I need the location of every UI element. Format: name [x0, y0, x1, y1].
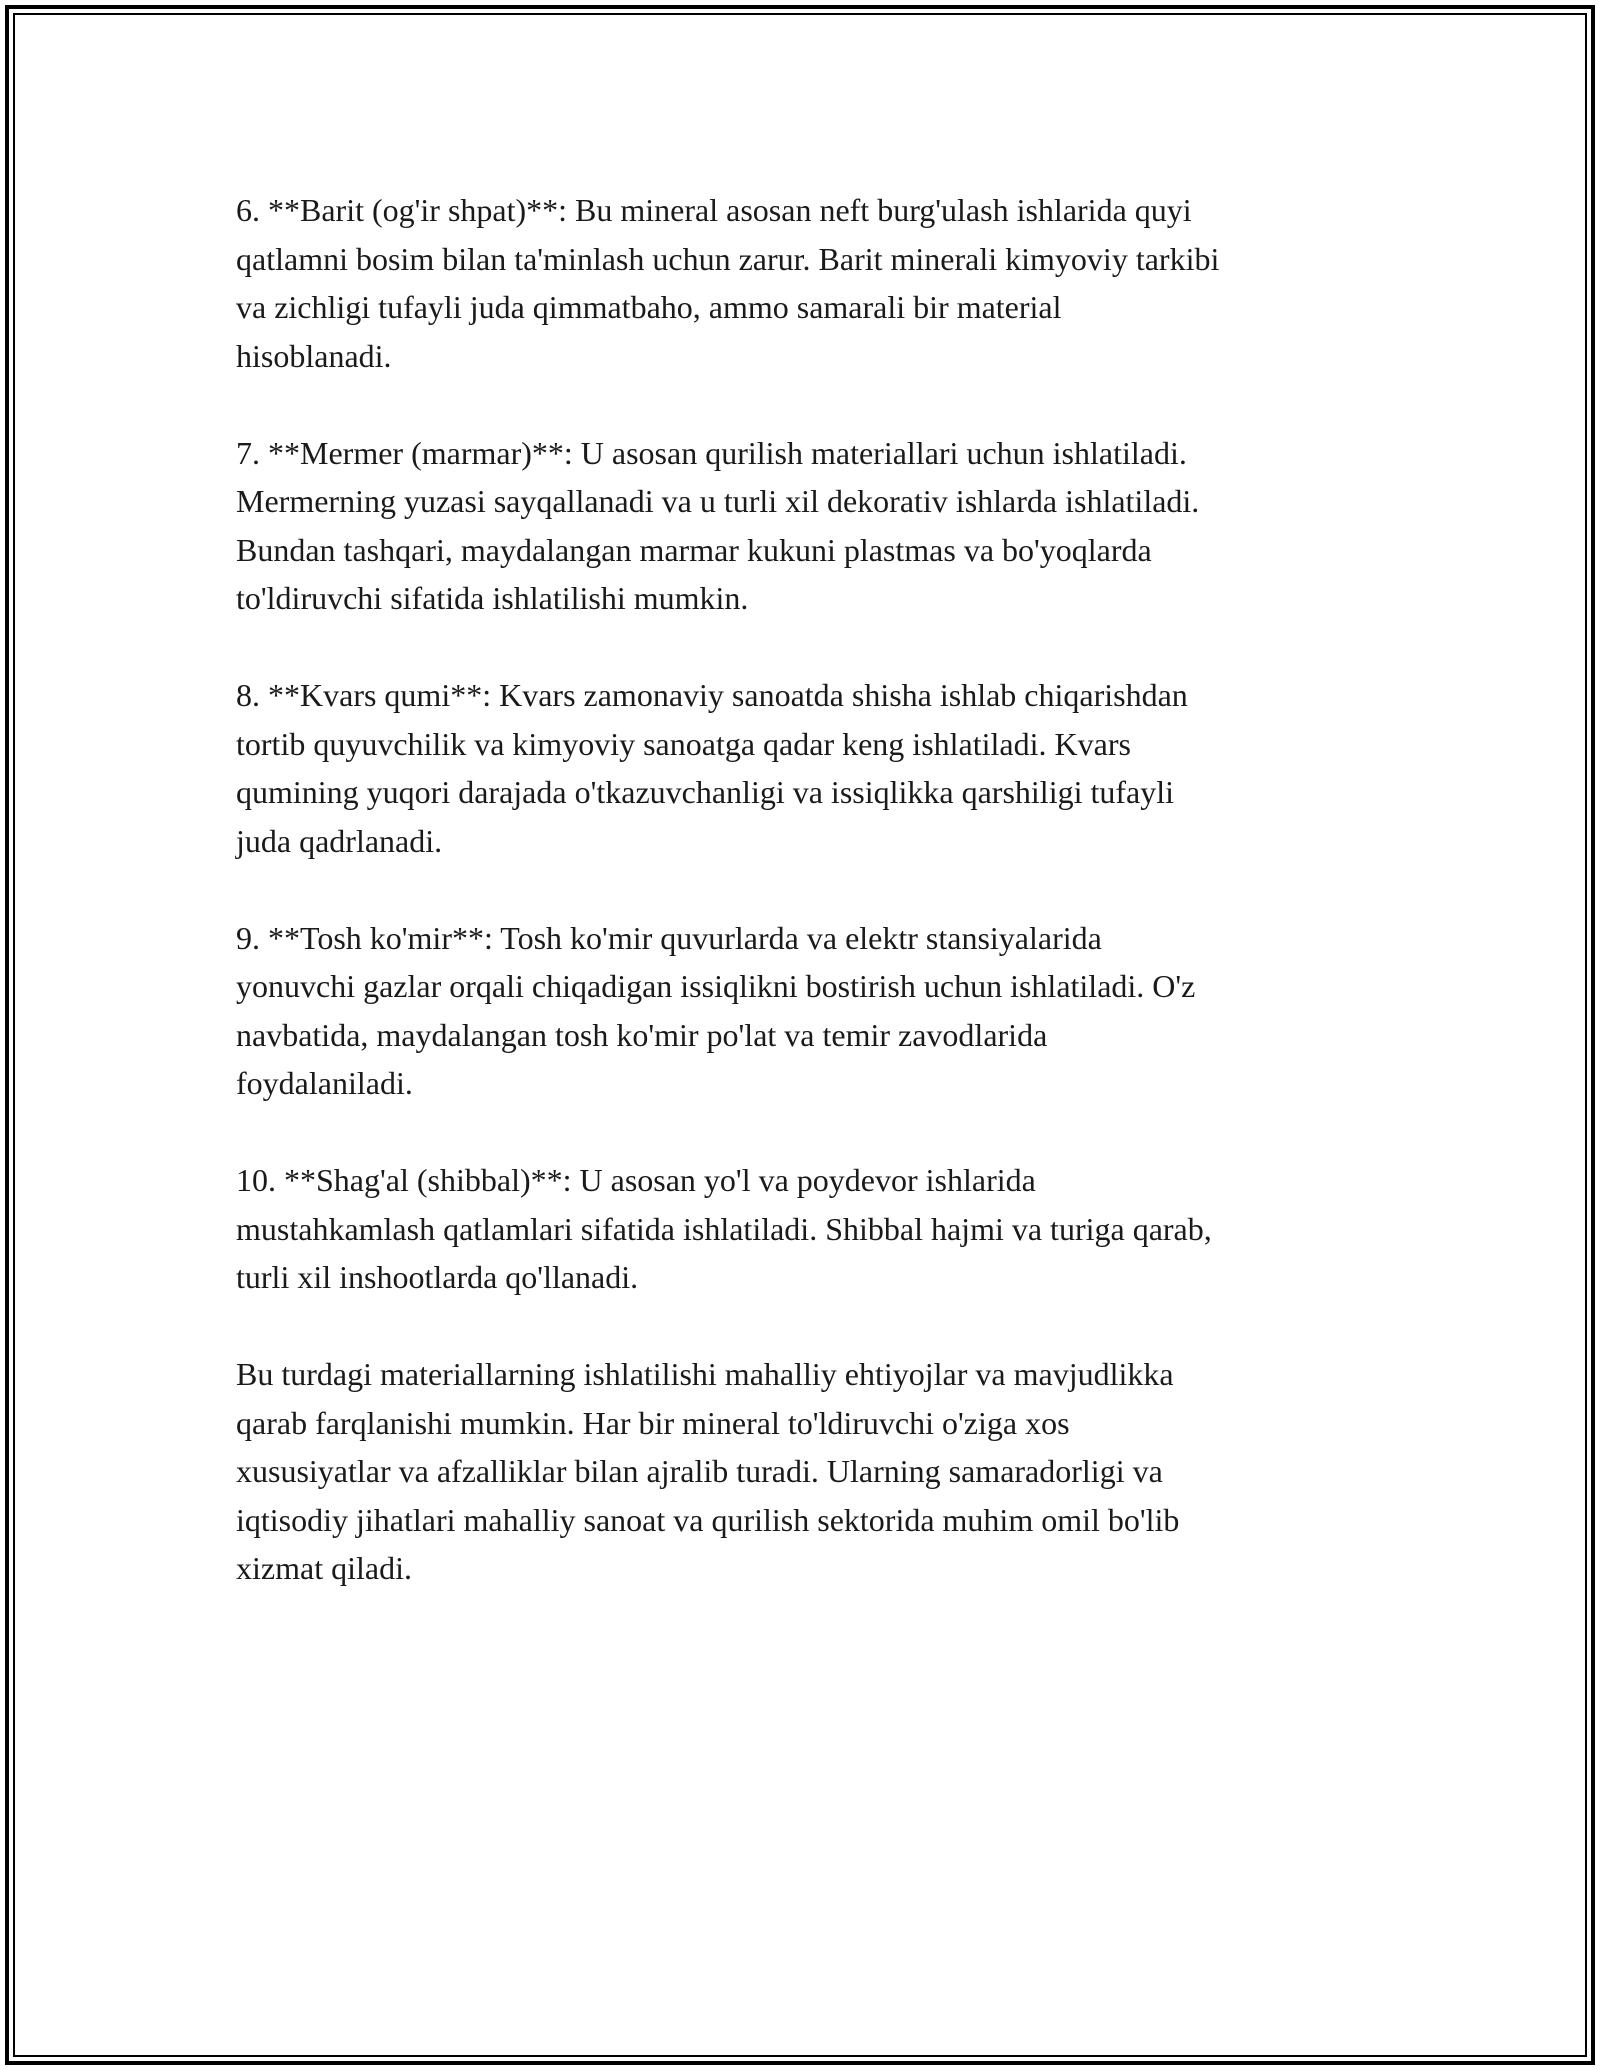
paragraph-mermer: 7. **Mermer (marmar)**: U asosan qurilish materiallari uchun ishlatiladi. Mermerning yuzasi sayqallanadi va u turli xil dekorativ ishlarda ishlatiladi. Bundan tashqari, maydalangan marmar kukuni plastmas va bo'yoqlarda to'ldiruvchi sifatida ishlatilishi mumkin. — [236, 434, 1200, 616]
paragraph-barit: 6. **Barit (og'ir shpat)**: Bu mineral asosan neft burg'ulash ishlarida quyi qatlamni bosim bilan ta'minlash uchun zarur. Barit minerali kimyoviy tarkibi va zichligi tufayli juda qimmatbaho, ammo samarali bir material hisoblanadi. — [236, 192, 1220, 374]
paragraph-kvars-qumi: 8. **Kvars qumi**: Kvars zamonaviy sanoatda shisha ishlab chiqarishdan tortib quyuvchilik va kimyoviy sanoatga qadar keng ishlatiladi. Kvars qumining yuqori darajada o'tkazuvchanligi va issiqlikka qarshiligi tufayli juda qadrlanadi. — [236, 677, 1188, 859]
paragraph-tosh-komir: 9. **Tosh ko'mir**: Tosh ko'mir quvurlarda va elektr stansiyalarida yonuvchi gazlar orqali chiqadigan issiqlikni bostirish uchun ishlatiladi. O'z navbatida, maydalangan tosh ko'mir po'lat va temir zavodlarida foydalaniladi. — [236, 919, 1196, 1101]
paragraph-shagal: 10. **Shag'al (shibbal)**: U asosan yo'l va poydevor ishlarida mustahkamlash qatlamlari sifatida ishlatiladi. Shibbal hajmi va turiga qarab, turli xil inshootlarda qo'llanadi. — [236, 1162, 1212, 1295]
document-body — [236, 186, 1366, 1641]
paragraph-conclusion: Bu turdagi materiallarning ishlatilishi mahalliy ehtiyojlar va mavjudlikka qarab farqlanishi mumkin. Har bir mineral to'ldiruvchi o'ziga xos xususiyatlar va afzalliklar bilan ajralib turadi. Ularning samaradorligi va iqtisodiy jihatlari mahalliy sanoat va qurilish sektorida muhim omil bo'lib xizmat qiladi. — [236, 1356, 1180, 1586]
